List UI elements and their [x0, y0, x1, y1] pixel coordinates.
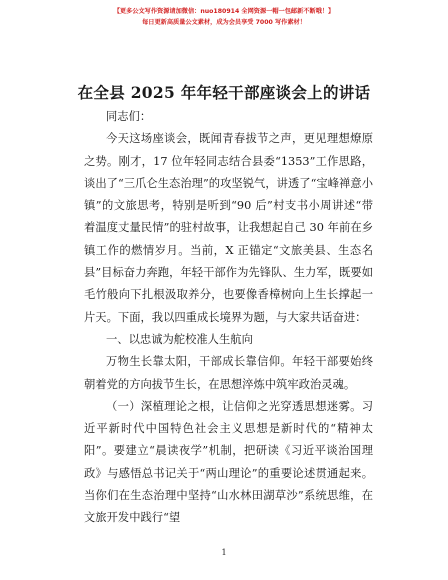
- promo-line-1[interactable]: 【更多公文写作资源请加微信：nuo180914 全网资源一帽一包邮新不断哦！】: [113, 8, 335, 15]
- salutation: 同志们：: [106, 110, 152, 123]
- paragraph-intro: 今天这场座谈会，既闻青春拔节之声，更见理想燎原之势。刚才，17 位年轻同志结合县委“1353”工作思路，谈出了“三爪仑生态治理”的攻坚锐气，讲透了“宝峰禅意小镇”的文旅思考，特别是听到“90 后”村支书小周讲述“带着温度丈量民情”的驻村故事，让我想起自己 30 年前在乡镇工作的燃情岁月。当前，X 正锚定“文旅美县、生态名县”目标奋力奔跑，年轻干部作为先锋队、生力军，既要如毛竹般向下扎根汲取养分，也要像香樟树向上生长撑起一片天。下面，我以四重成长境界为题，与大家共话奋进：: [84, 132, 373, 324]
- document-body: [84, 106, 373, 530]
- promo-banner: [0, 6, 448, 28]
- paragraph-section-1: 万物生长靠太阳，干部成长靠信仰。年轻干部要始终朝着党的方向拔节生长，在思想淬炼中筑牢政治灵魂。: [84, 355, 373, 391]
- section-heading-1: 一、以忠诚为舵校准人生航向: [106, 332, 253, 346]
- paragraph-subsection-1: （一）深植理论之根，让信仰之光穿透思想迷雾。习近平新时代中国特色社会主义思想是新时代的“精神太阳”。要建立“晨读夜学”机制，把研读《习近平谈治国理政》与感悟总书记关于“两山理论”的重要论述贯通起来。当你们在生态治理中坚持“山水林田湖草沙”系统思维，在文旅开发中践行“望: [84, 399, 373, 525]
- promo-line-2[interactable]: 每日更新高质量公文素材，成为会员享受 7000 写作素材！: [142, 19, 306, 26]
- page-number: 1: [221, 548, 227, 557]
- document-title: 在全县 2025 年年轻干部座谈会上的讲话: [77, 83, 371, 102]
